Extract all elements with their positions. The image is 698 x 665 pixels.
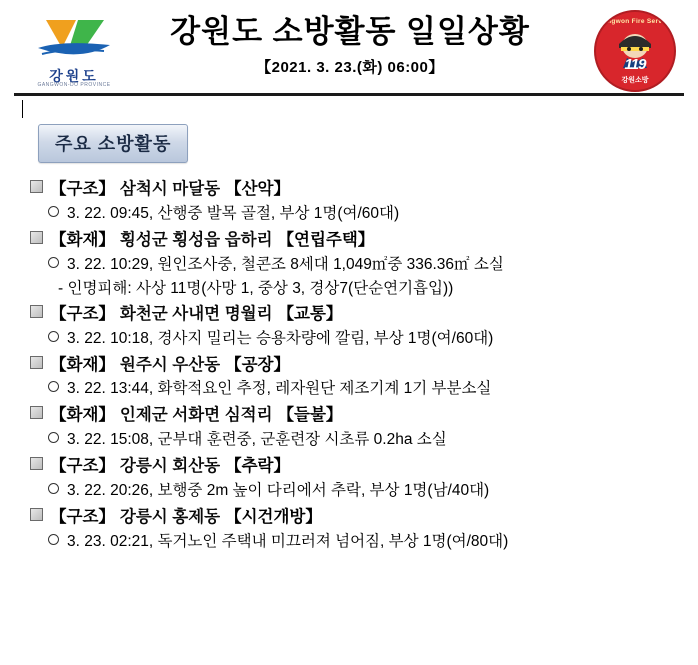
incident-detail [30,253,698,277]
incident-detail-text: 3. 22. 10:29, 원인조사중, 철콘조 8세대 1,049㎡중 336.36㎡ 소실 [67,255,504,273]
incident-tag: 【공장】 [225,355,290,374]
incident-tag: 【들불】 [277,406,343,425]
gangwon-emblem-icon [32,18,116,66]
incident-place: 인제군 서화면 심적리 [119,406,273,425]
incident-detail-text: 3. 22. 09:45, 산행중 발목 골절, 부상 1명(여/60대) [67,204,400,222]
incident-tag: 【연립주택】 [277,230,375,249]
section-heading-wrap [0,122,698,163]
incident-detail-text: 3. 22. 15:08, 군부대 훈련중, 군훈련장 시초류 0.2ha 소실 [67,431,447,449]
circle-bullet-icon [48,432,59,443]
fire-logo-number: 119 [624,56,646,73]
fire-logo-arc-top: Gangwon Fire Service [597,18,673,25]
circle-bullet-icon [48,483,59,494]
square-bullet-icon [30,356,43,369]
incident-place: 횡성군 횡성읍 읍하리 [119,230,273,249]
fire-logo-arc-bottom: 강원소방 [621,77,649,84]
province-logo-romanized: GANGWON-DO PROVINCE [37,82,111,88]
document-header [0,0,698,96]
circle-bullet-icon [48,331,59,342]
page-subtitle-datetime: 【2021. 3. 23.(화) 06:00】 [256,58,444,76]
text-caret [22,100,23,118]
incident-list [0,177,698,554]
page-title: 강원도 소방활동 일일상황 [170,14,530,49]
list-item [30,228,698,300]
list-item [30,353,698,402]
incident-detail [30,428,698,452]
incident-detail-text: 3. 23. 02:21, 독거노인 주택내 미끄러져 넘어짐, 부상 1명(여/80대) [67,532,509,550]
incident-detail-text: 3. 22. 20:26, 보행중 2m 높이 다리에서 추락, 부상 1명(남/40대) [67,481,490,499]
incident-detail [30,377,698,401]
circle-bullet-icon [48,206,59,217]
incident-title [30,505,698,530]
incident-place: 원주시 우산동 [119,355,221,374]
circle-bullet-icon [48,534,59,545]
incident-title [30,454,698,479]
incident-casualties: - 인명피해: 사상 11명(사망 1, 중상 3, 경상7(단순연기흡입)) [58,279,454,297]
incident-place: 강릉시 홍제동 [119,507,221,526]
list-item [30,454,698,503]
incident-detail [30,530,698,554]
incident-tag: 【시건개방】 [225,507,322,526]
incident-kind: 【구조】 [50,457,115,476]
incident-detail-text: 3. 22. 13:44, 화학적요인 추정, 레자원단 제조기계 1기 부분소실 [67,380,492,398]
incident-title [30,302,698,327]
incident-tag: 【산악】 [225,180,290,198]
incident-tag: 【추락】 [225,457,290,476]
circle-bullet-icon [48,257,59,268]
incident-kind: 【구조】 [50,180,115,198]
incident-place: 화천군 사내면 명월리 [119,304,273,323]
square-bullet-icon [30,305,43,318]
square-bullet-icon [30,231,43,244]
incident-tag: 【교통】 [277,304,343,323]
list-item [30,302,698,351]
incident-kind: 【구조】 [50,304,115,323]
section-heading: 주요 소방활동 [38,124,188,163]
square-bullet-icon [30,457,43,470]
incident-kind: 【화재】 [50,230,115,249]
incident-kind: 【구조】 [50,507,115,526]
title-block [130,14,570,77]
incident-detail-text: 3. 22. 10:18, 경사지 밀리는 승용차량에 깔림, 부상 1명(여/60대) [67,329,494,347]
gangwon-province-logo [24,16,124,90]
incident-kind: 【화재】 [50,406,115,425]
incident-detail [30,202,698,226]
square-bullet-icon [30,180,43,193]
incident-place: 삼척시 마달동 [119,180,221,198]
gangwon-fire-service-logo [594,10,676,92]
list-item [30,403,698,452]
incident-title [30,177,698,202]
list-item [30,177,698,226]
incident-kind: 【화재】 [50,355,115,374]
incident-detail [30,327,698,351]
incident-title [30,353,698,378]
caret-line [0,96,698,122]
incident-title [30,228,698,253]
circle-bullet-icon [48,381,59,392]
incident-title [30,403,698,428]
province-logo-name: 강원도 [49,68,99,84]
list-item [30,505,698,554]
square-bullet-icon [30,508,43,521]
incident-place: 강릉시 회산동 [119,457,221,476]
square-bullet-icon [30,406,43,419]
incident-detail [30,479,698,503]
